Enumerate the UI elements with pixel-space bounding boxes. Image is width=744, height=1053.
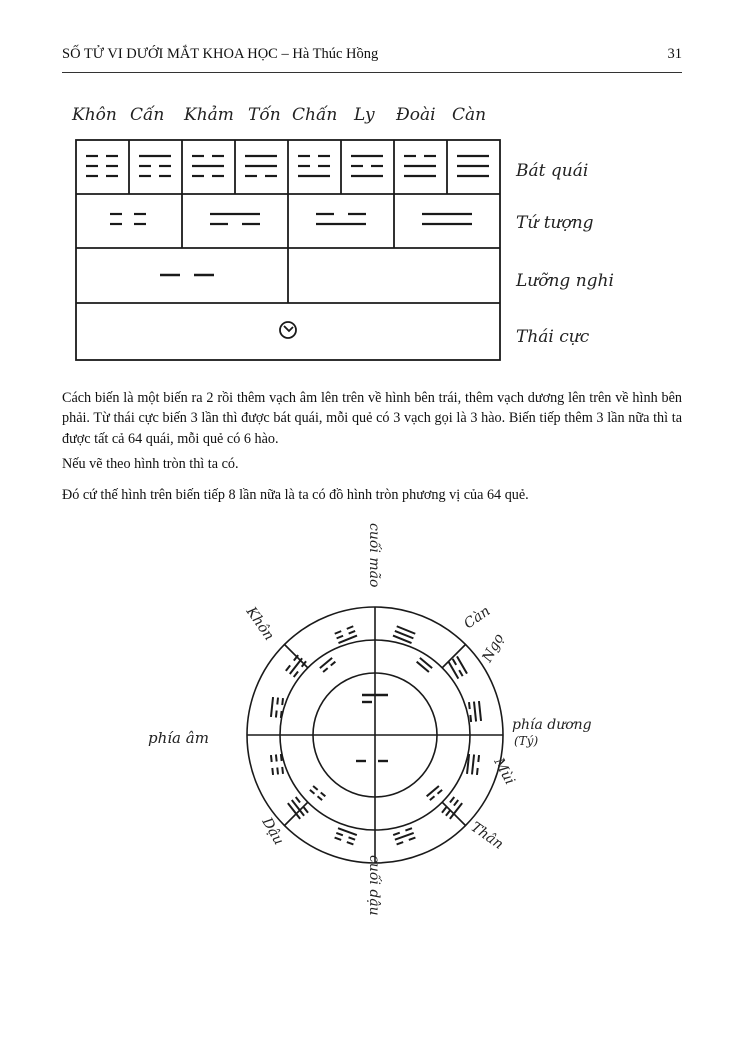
- trigram-can-heaven: [457, 156, 489, 176]
- trigram-kham: [192, 156, 224, 176]
- supreme-ultimate: [280, 322, 296, 338]
- row-label-tu-tuong: Tứ tượng: [516, 213, 594, 233]
- label-ly: Ly: [354, 105, 375, 125]
- row-label-bat-quai: Bát quái: [516, 161, 589, 181]
- column-labels: [71, 105, 486, 125]
- middle-ring-marks: [310, 658, 442, 800]
- label-doai: Đoài: [396, 105, 436, 125]
- trigram-doai: [404, 156, 436, 176]
- paragraph-64-hexagrams: Đó cứ thế hình trên biến tiếp 8 lần nữa là ta có đồ hình tròn phương vị của 64 quẻ.: [62, 487, 529, 503]
- label-right-upper: Ngọ: [479, 631, 508, 665]
- row-label-luong-nghi: Lưỡng nghi: [516, 271, 614, 291]
- label-right-lower: Mùi: [490, 755, 518, 788]
- label-can-heaven: Càn: [452, 105, 487, 125]
- label-bottom: cuối dậu: [366, 855, 382, 916]
- header-title: SỐ TỬ VI DƯỚI MẮT KHOA HỌC – Hà Thúc Hồng: [62, 46, 379, 62]
- label-right: phía dương: [512, 717, 592, 733]
- image-young-yin: [316, 214, 366, 224]
- label-top-left: Khôn: [242, 604, 278, 644]
- circular-arrangement-figure: [130, 515, 620, 960]
- row-label-thai-cuc: Thái cực: [516, 327, 590, 347]
- trigram-ton: [245, 156, 277, 176]
- label-chan: Chấn: [292, 105, 338, 125]
- label-can-mountain: Cấn: [130, 105, 165, 125]
- image-old-yin: [110, 214, 146, 224]
- table-grid: [76, 140, 500, 360]
- label-ton: Tốn: [248, 105, 281, 125]
- image-young-yang: [210, 214, 260, 224]
- page-number: 31: [667, 46, 682, 62]
- label-bottom-right: Thân: [467, 819, 507, 853]
- label-top-right: Càn: [461, 603, 494, 633]
- image-old-yang: [422, 214, 472, 224]
- running-header: [62, 46, 682, 68]
- four-images-row: [110, 214, 472, 224]
- direction-labels: [148, 523, 592, 916]
- sector-dividers: [247, 607, 503, 863]
- trigram-chan: [298, 156, 330, 176]
- row-labels: [515, 161, 614, 347]
- label-khon: Khôn: [72, 105, 117, 125]
- paragraph-explanation: Cách biến là một biến ra 2 rồi thêm vạch âm lên trên về hình bên trái, thêm vạch dương lên trên về hình bên phải. Từ thái cực biến 3 lần thì được bát quái, mỗi quẻ có 3 vạch gọi là 3 hào. Biến tiếp thêm 3 lần nữa thì ta được tất cả 64 quái, mỗi quẻ có 6 hào.: [62, 390, 682, 447]
- paragraph-circle-intro: Nếu vẽ theo hình tròn thì ta có.: [62, 456, 239, 472]
- label-bottom-left: Dậu: [258, 815, 287, 848]
- label-kham: Khảm: [184, 105, 234, 125]
- trigram-table-figure: [60, 96, 640, 368]
- trigram-ly: [351, 156, 383, 176]
- inner-marks: [356, 695, 388, 761]
- label-top: cuối mão: [366, 523, 382, 588]
- header-rule: [62, 72, 682, 73]
- label-right-sub: (Tý): [514, 734, 539, 748]
- label-left: phía âm: [148, 729, 209, 747]
- trigram-khon: [86, 156, 118, 176]
- trigram-can-mountain: [139, 156, 171, 176]
